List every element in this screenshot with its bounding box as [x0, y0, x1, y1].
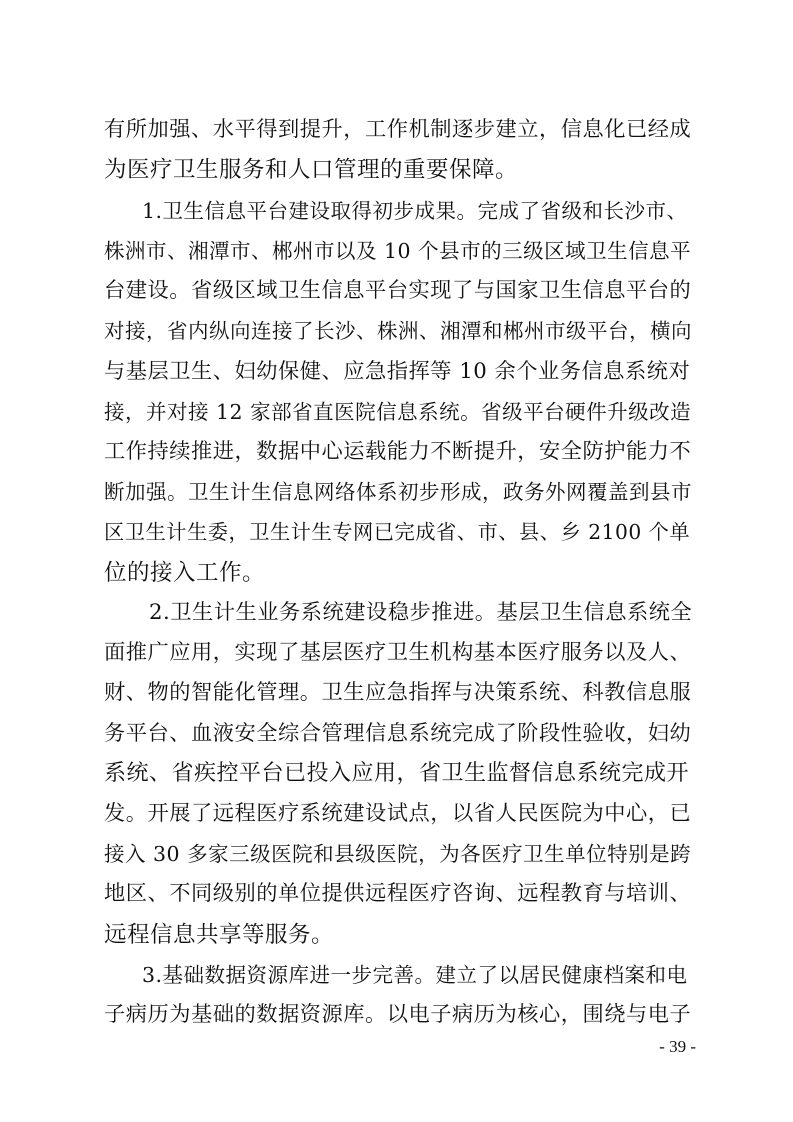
text-line-17: 系统、省疾控平台已投入应用，省卫生监督信息系统完成开 — [104, 761, 690, 786]
text-line-12: 位的接入工作。 — [104, 560, 266, 586]
text-line-4: 株洲市、湘潭市、郴州市以及 10 个县市的三级区域卫生信息平 — [104, 239, 692, 263]
text-line-8: 接，并对接 12 家部省直医院信息系统。省级平台硬件升级改造 — [104, 400, 692, 424]
text-line-16: 务平台、血液安全综合管理信息系统完成了阶段性验收，妇幼 — [104, 721, 692, 746]
page-number: - 39 - — [659, 1037, 696, 1056]
text-line-7: 与基层卫生、妇幼保健、应急指挥等 10 余个业务信息系统对 — [104, 359, 691, 384]
text-line-15: 财、物的智能化管理。卫生应急指挥与决策系统、科教信息服 — [104, 680, 692, 705]
text-line-11: 区卫生计生委，卫生计生专网已完成省、市、县、乡 2100 个单 — [104, 520, 691, 544]
text-line-2: 为医疗卫生服务和人口管理的重要保障。 — [104, 157, 519, 183]
text-line-9: 工作持续推进，数据中心运载能力不断提升，安全防护能力不 — [104, 439, 692, 464]
text-line-10: 断加强。卫生计生信息网络体系初步形成，政务外网覆盖到县市 — [104, 480, 692, 504]
text-line-14: 面推广应用，实现了基层医疗卫生机构基本医疗服务以及人、 — [104, 640, 692, 665]
text-line-13: 2.卫生计生业务系统建设稳步推进。基层卫生信息系统全 — [149, 600, 693, 625]
text-line-6: 对接，省内纵向连接了长沙、株洲、湘潭和郴州市级平台，横向 — [104, 319, 692, 343]
text-line-22: 3.基础数据资源库进一步完善。建立了以居民健康档案和电 — [142, 963, 688, 987]
text-line-5: 台建设。省级区域卫生信息平台实现了与国家卫生信息平台的 — [104, 278, 692, 303]
text-line-1: 有所加强、水平得到提升，工作机制逐步建立，信息化已经成 — [104, 117, 692, 142]
text-line-20: 地区、不同级别的单位提供远程医疗咨询、远程教育与培训、 — [104, 881, 692, 906]
text-line-23: 子病历为基础的数据资源库。以电子病历为核心，围绕与电子 — [104, 1002, 692, 1027]
text-line-19: 接入 30 多家三级医院和县级医院，为各医疗卫生单位特别是跨 — [104, 842, 692, 866]
text-line-18: 发。开展了远程医疗系统建设试点，以省人民医院为中心，已 — [104, 801, 692, 826]
text-line-21: 远程信息共享等服务。 — [104, 922, 335, 948]
text-line-3: 1.卫生信息平台建设取得初步成果。完成了省级和长沙市、 — [142, 199, 688, 223]
